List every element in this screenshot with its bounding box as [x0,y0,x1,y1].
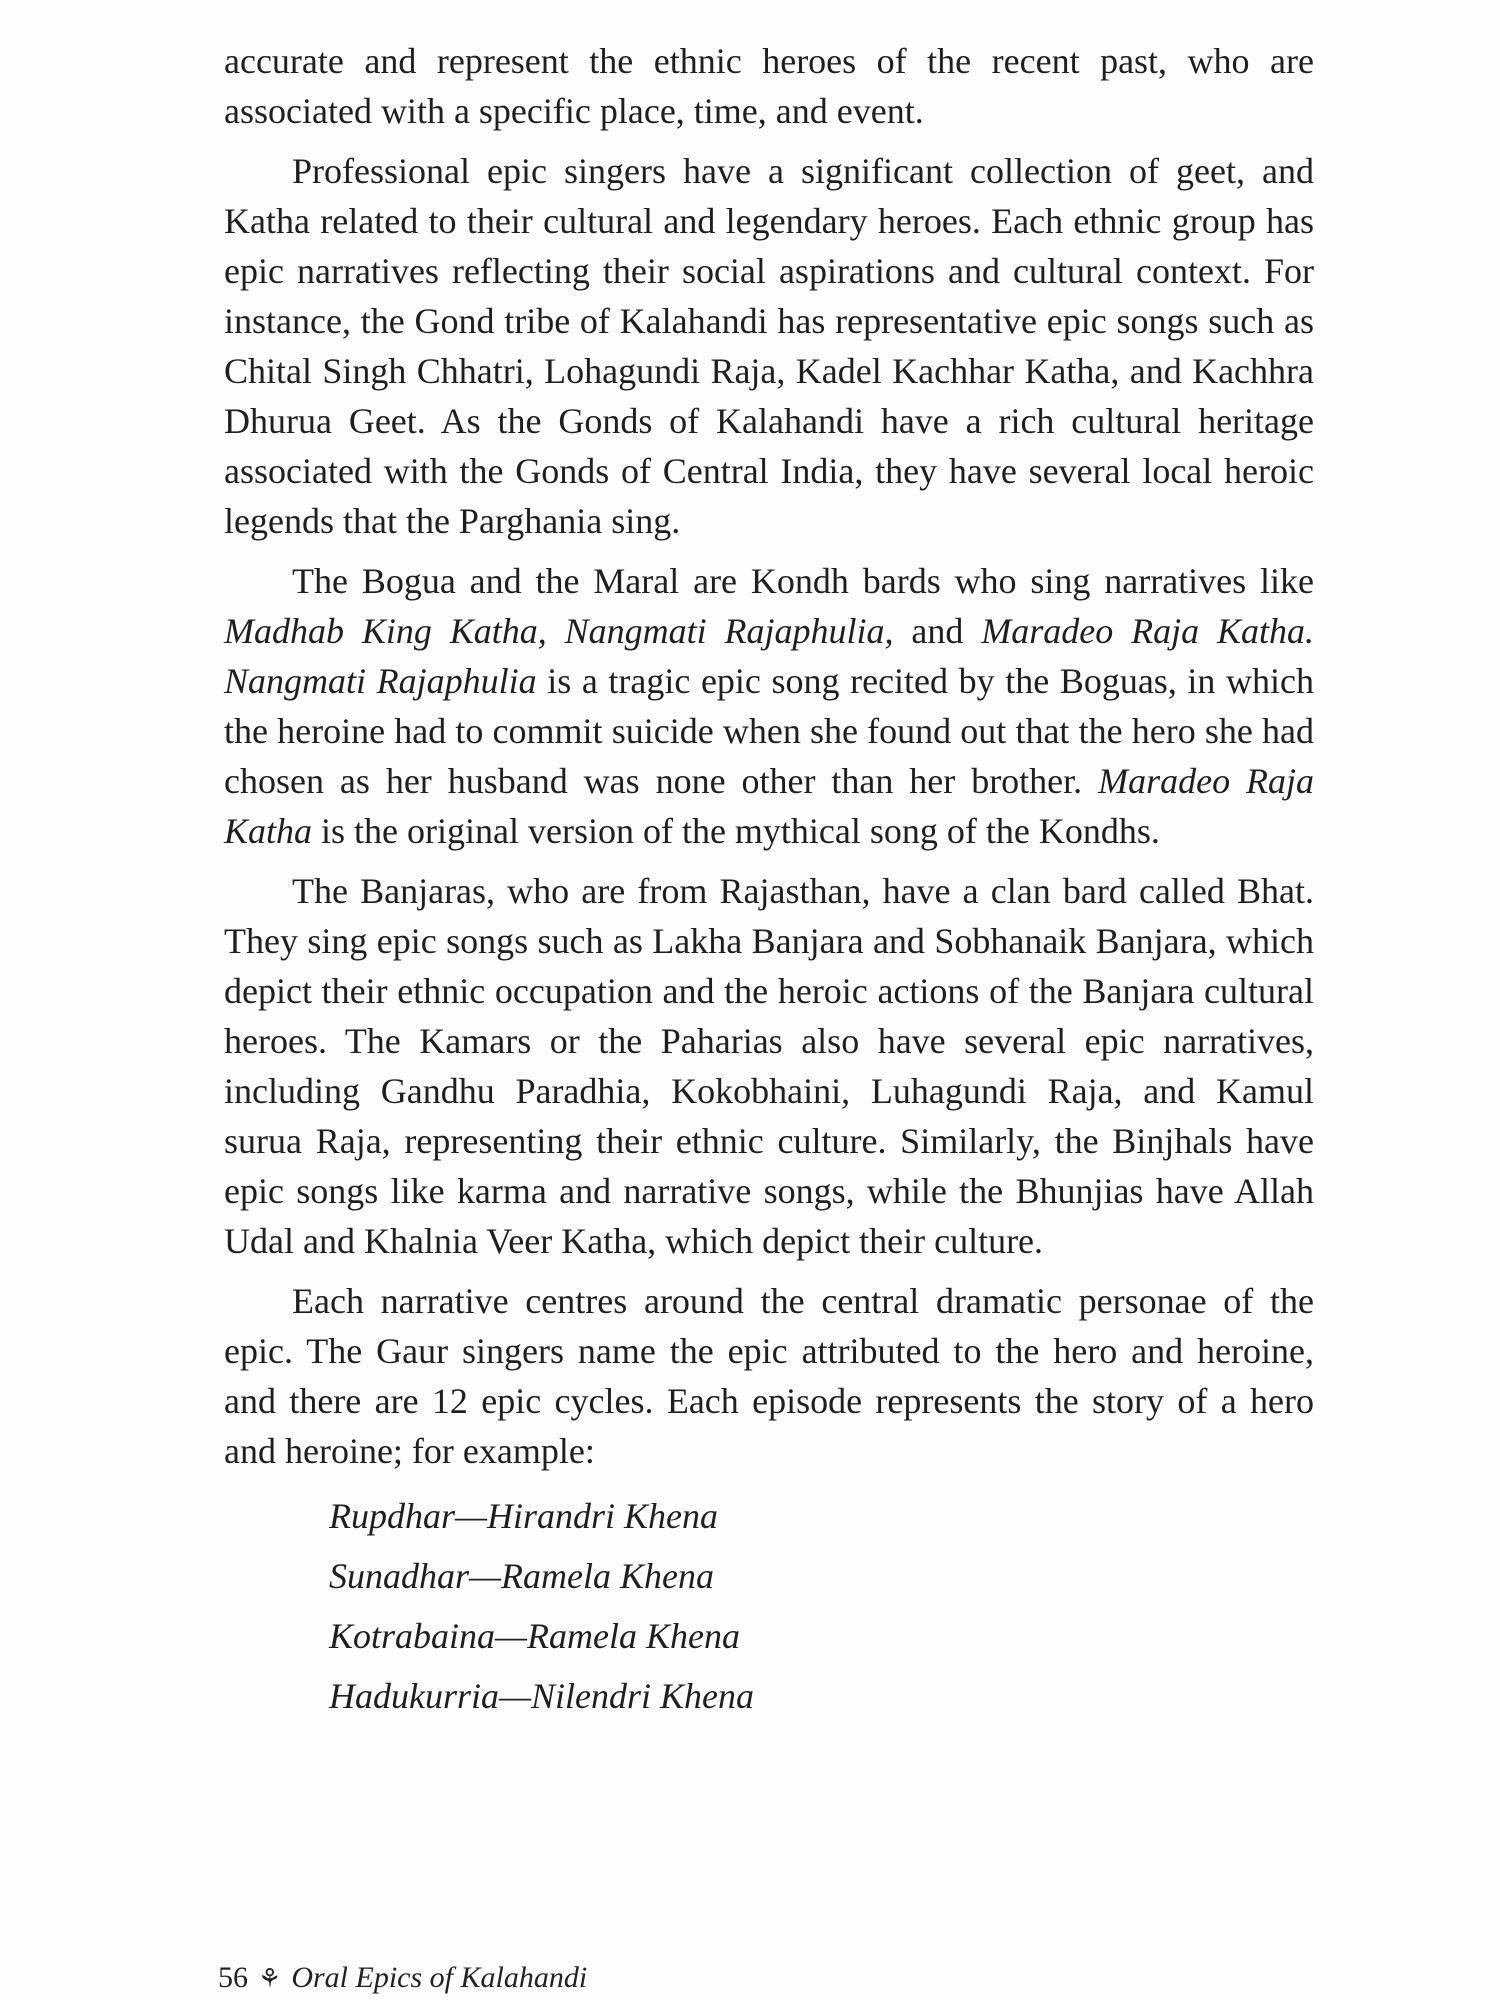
italic-title: Maradeo Raja Katha [224,761,1315,851]
italic-title: Madhab King Katha, Nangmati Rajaphulia, [224,611,894,651]
text-segment: The Bogua and the Maral are Kondh bards who sing narratives like [292,561,1314,601]
page-number: 56 [218,1961,248,1994]
list-item: Hadukurria—Nilendri Khena [329,1676,755,1716]
text-segment: is a tragic epic song recited by the Boguas, in which the heroine had to commit suicide when she found out that the hero she had chosen as her husband was none other than her brother. [224,661,1314,801]
list-item: Sunadhar—Ramela Khena [329,1556,714,1596]
book-title: Oral Epics of Kalahandi [291,1961,588,1994]
paragraph-epic-singers: Professional epic singers have a significant collection of geet, and Katha related to their cultural and legendary heroes. Each ethnic group has epic narratives reflecting their social aspirations and cultural context. For instance, the Gond tribe of Kalahandi has representative epic songs such as Chital Singh Chhatri, Lohagundi Raja, Kadel Kachhar Katha, and Kachhra Dhurua Geet. As the Gonds of Kalahandi have a rich cultural heritage associated with the Gonds of Central India, they have several local heroic legends that the Parghania sing. [224,151,1314,541]
page-footer [218,1958,587,1999]
paragraph-narrative-centres: Each narrative centres around the central dramatic personae of the epic. The Gaur singers name the epic attributed to the hero and heroine, and there are 12 epic cycles. Each episode represents the story of a hero and heroine; for example: [224,1281,1314,1471]
list-item: Kotrabaina—Ramela Khena [329,1616,740,1656]
italic-title: Maradeo Raja Katha. Nangmati Rajaphulia [224,611,1314,701]
paragraph-continuation: accurate and represent the ethnic heroes of the recent past, who are associated with a specific place, time, and event. [224,41,1314,131]
ornament-icon: ⚘ [258,1964,282,1993]
body-text [224,36,1314,1726]
text-segment: and [893,611,982,651]
text-segment: is the original version of the mythical song of the Kondhs. [312,811,1160,851]
list-item: Rupdhar—Hirandri Khena [329,1496,719,1536]
paragraph-kondh-bards [224,556,1314,856]
paragraph-banjaras: The Banjaras, who are from Rajasthan, have a clan bard called Bhat. They sing epic songs such as Lakha Banjara and Sobhanaik Banjara, which depict their ethnic occupation and the heroic actions of the Banjara cultural heroes. The Kamars or the Paharias also have several epic narratives, including Gandhu Paradhia, Kokobhaini, Luhagundi Raja, and Kamul surua Raja, representing their ethnic culture. Similarly, the Binjhals have epic songs like karma and narrative songs, while the Bhunjias have Allah Udal and Khalnia Veer Katha, which depict their culture. [224,871,1314,1261]
epic-cycle-list [224,1486,1314,1726]
